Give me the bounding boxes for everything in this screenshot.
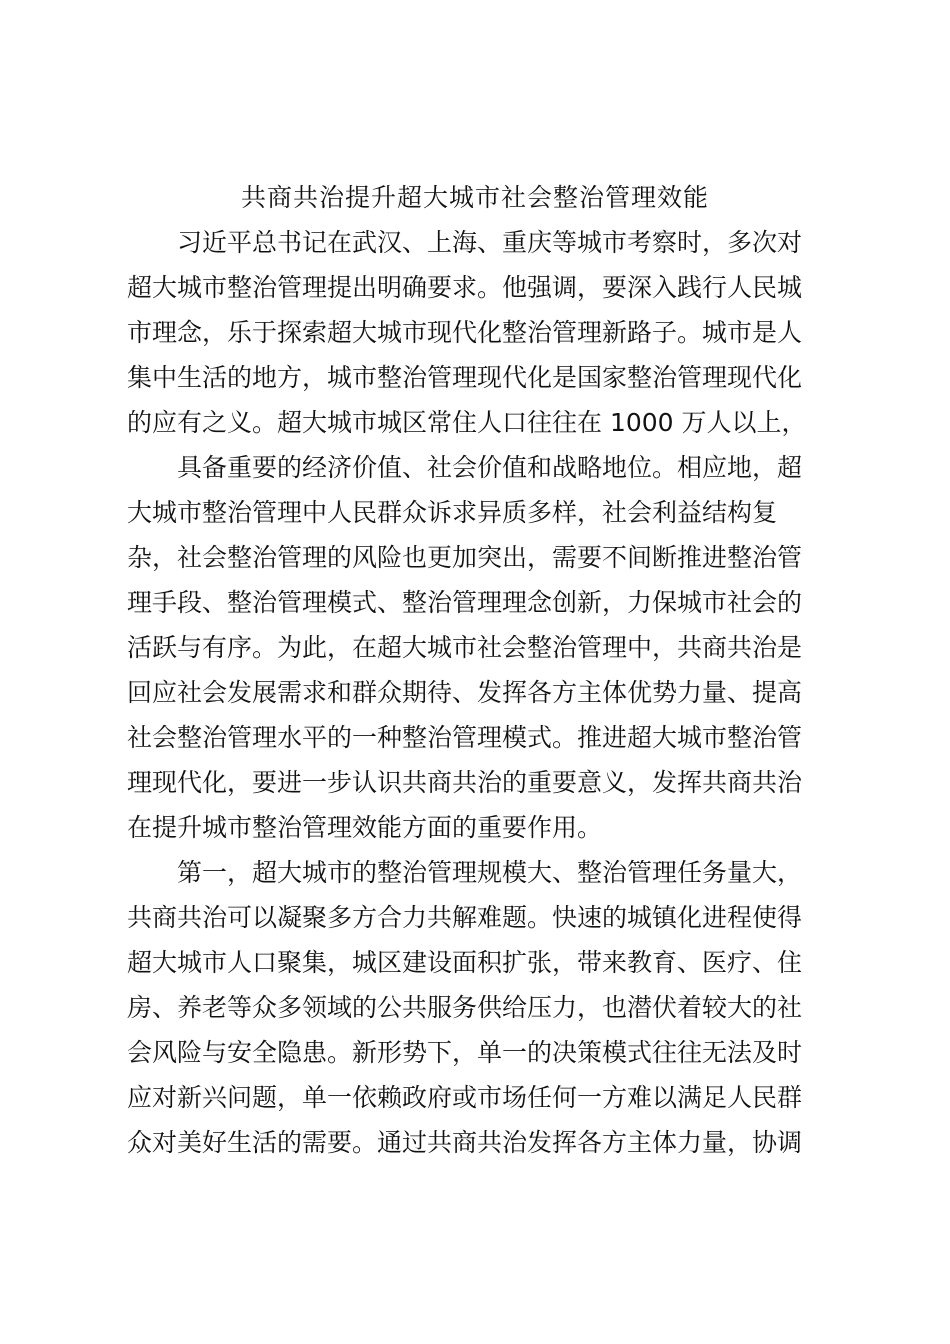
text-line: 市理念，乐于探索超大城市现代化整治管理新路子。城市是人 xyxy=(127,318,803,347)
text-line: 回应社会发展需求和群众期待、发挥各方主体优势力量、提高 xyxy=(127,678,803,707)
text-line: 的应有之义。超大城市城区常住人口往往在 1000 万人以上， xyxy=(127,408,807,437)
text-line: 具备重要的经济价值、社会价值和战略地位。相应地，超 xyxy=(177,453,803,482)
text-line: 社会整治管理水平的一种整治管理模式。推进超大城市整治管 xyxy=(127,723,803,752)
text-line: 活跃与有序。为此，在超大城市社会整治管理中，共商共治是 xyxy=(127,633,803,662)
text-line: 大城市整治管理中人民群众诉求异质多样，社会利益结构复 xyxy=(127,498,778,527)
text-line: 第一，超大城市的整治管理规模大、整治管理任务量大， xyxy=(177,858,803,887)
text-line: 习近平总书记在武汉、上海、重庆等城市考察时，多次对 xyxy=(177,228,803,257)
text-line: 在提升城市整治管理效能方面的重要作用。 xyxy=(127,813,603,842)
text-line: 理现代化，要进一步认识共商共治的重要意义，发挥共商共治 xyxy=(127,768,803,797)
text-line: 房、养老等众多领域的公共服务供给压力，也潜伏着较大的社 xyxy=(127,993,803,1022)
text-line: 应对新兴问题，单一依赖政府或市场任何一方难以满足人民群 xyxy=(127,1083,803,1112)
text-line: 众对美好生活的需要。通过共商共治发挥各方主体力量，协调 xyxy=(127,1128,803,1157)
text-line: 共商共治可以凝聚多方合力共解难题。快速的城镇化进程使得 xyxy=(127,903,803,932)
text-line: 会风险与安全隐患。新形势下，单一的决策模式往往无法及时 xyxy=(127,1038,803,1067)
text-line: 杂，社会整治管理的风险也更加突出，需要不间断推进整治管 xyxy=(127,543,803,572)
text-line: 理手段、整治管理模式、整治管理理念创新，力保城市社会的 xyxy=(127,588,803,617)
text-line: 超大城市人口聚集，城区建设面积扩张，带来教育、医疗、住 xyxy=(127,948,803,977)
document-title: 共商共治提升超大城市社会整治管理效能 xyxy=(240,183,709,212)
text-line: 超大城市整治管理提出明确要求。他强调，要深入践行人民城 xyxy=(127,273,803,302)
text-line: 集中生活的地方，城市整治管理现代化是国家整治管理现代化 xyxy=(127,363,803,392)
